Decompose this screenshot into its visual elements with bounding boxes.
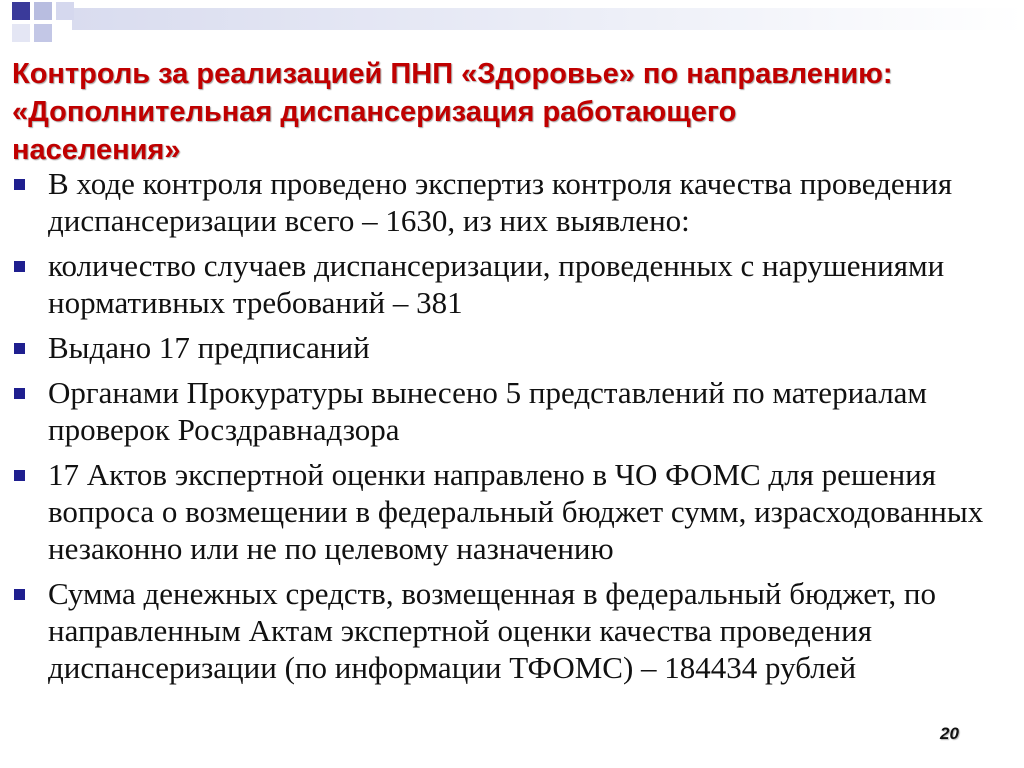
- page-number: 20: [940, 724, 959, 743]
- square-bullet-icon: [14, 261, 25, 272]
- title-line-1: Контроль за реализацией ПНП «Здоровье» по направлению:: [12, 58, 893, 90]
- bullet-text: 17 Актов экспертной оценки направлено в ЧО ФОМС для решения вопроса о возмещении в федеральный бюджет сумм, израсходованных незаконно или не по целевому назначению: [48, 457, 984, 566]
- square-bullet-icon: [14, 470, 25, 481]
- square-bullet-icon: [14, 179, 25, 190]
- bullet-item: [10, 165, 1015, 239]
- bullet-item: [10, 329, 1015, 366]
- square-bullet-icon: [14, 343, 25, 354]
- square-bullet-icon: [14, 388, 25, 399]
- bullet-text: Сумма денежных средств, возмещенная в федеральный бюджет, по направленным Актам экспертной оценки качества проведения диспансеризации (по информации ТФОМС) – 184434 рублей: [48, 576, 936, 685]
- title-line-3: населения»: [12, 134, 181, 166]
- header-decoration: [0, 0, 1024, 50]
- square-bullet-icon: [14, 589, 25, 600]
- bullet-text: количество случаев диспансеризации, проведенных с нарушениями нормативных требований – 381: [48, 248, 945, 320]
- bullet-text: Органами Прокуратуры вынесено 5 представлений по материалам проверок Росздравнадзора: [48, 375, 928, 447]
- bullet-item: [10, 456, 1015, 567]
- bullet-item: [10, 247, 1015, 321]
- bullet-text: Выдано 17 предписаний: [48, 330, 370, 365]
- bullet-item: [10, 575, 1015, 686]
- bullet-text: В ходе контроля проведено экспертиз контроля качества проведения диспансеризации всего – 1630, из них выявлено:: [48, 166, 953, 238]
- slide-title: [12, 55, 1017, 169]
- bullet-item: [10, 374, 1015, 448]
- bullet-list: [10, 165, 1015, 694]
- title-line-2: «Дополнительная диспансеризация работающего: [12, 96, 737, 128]
